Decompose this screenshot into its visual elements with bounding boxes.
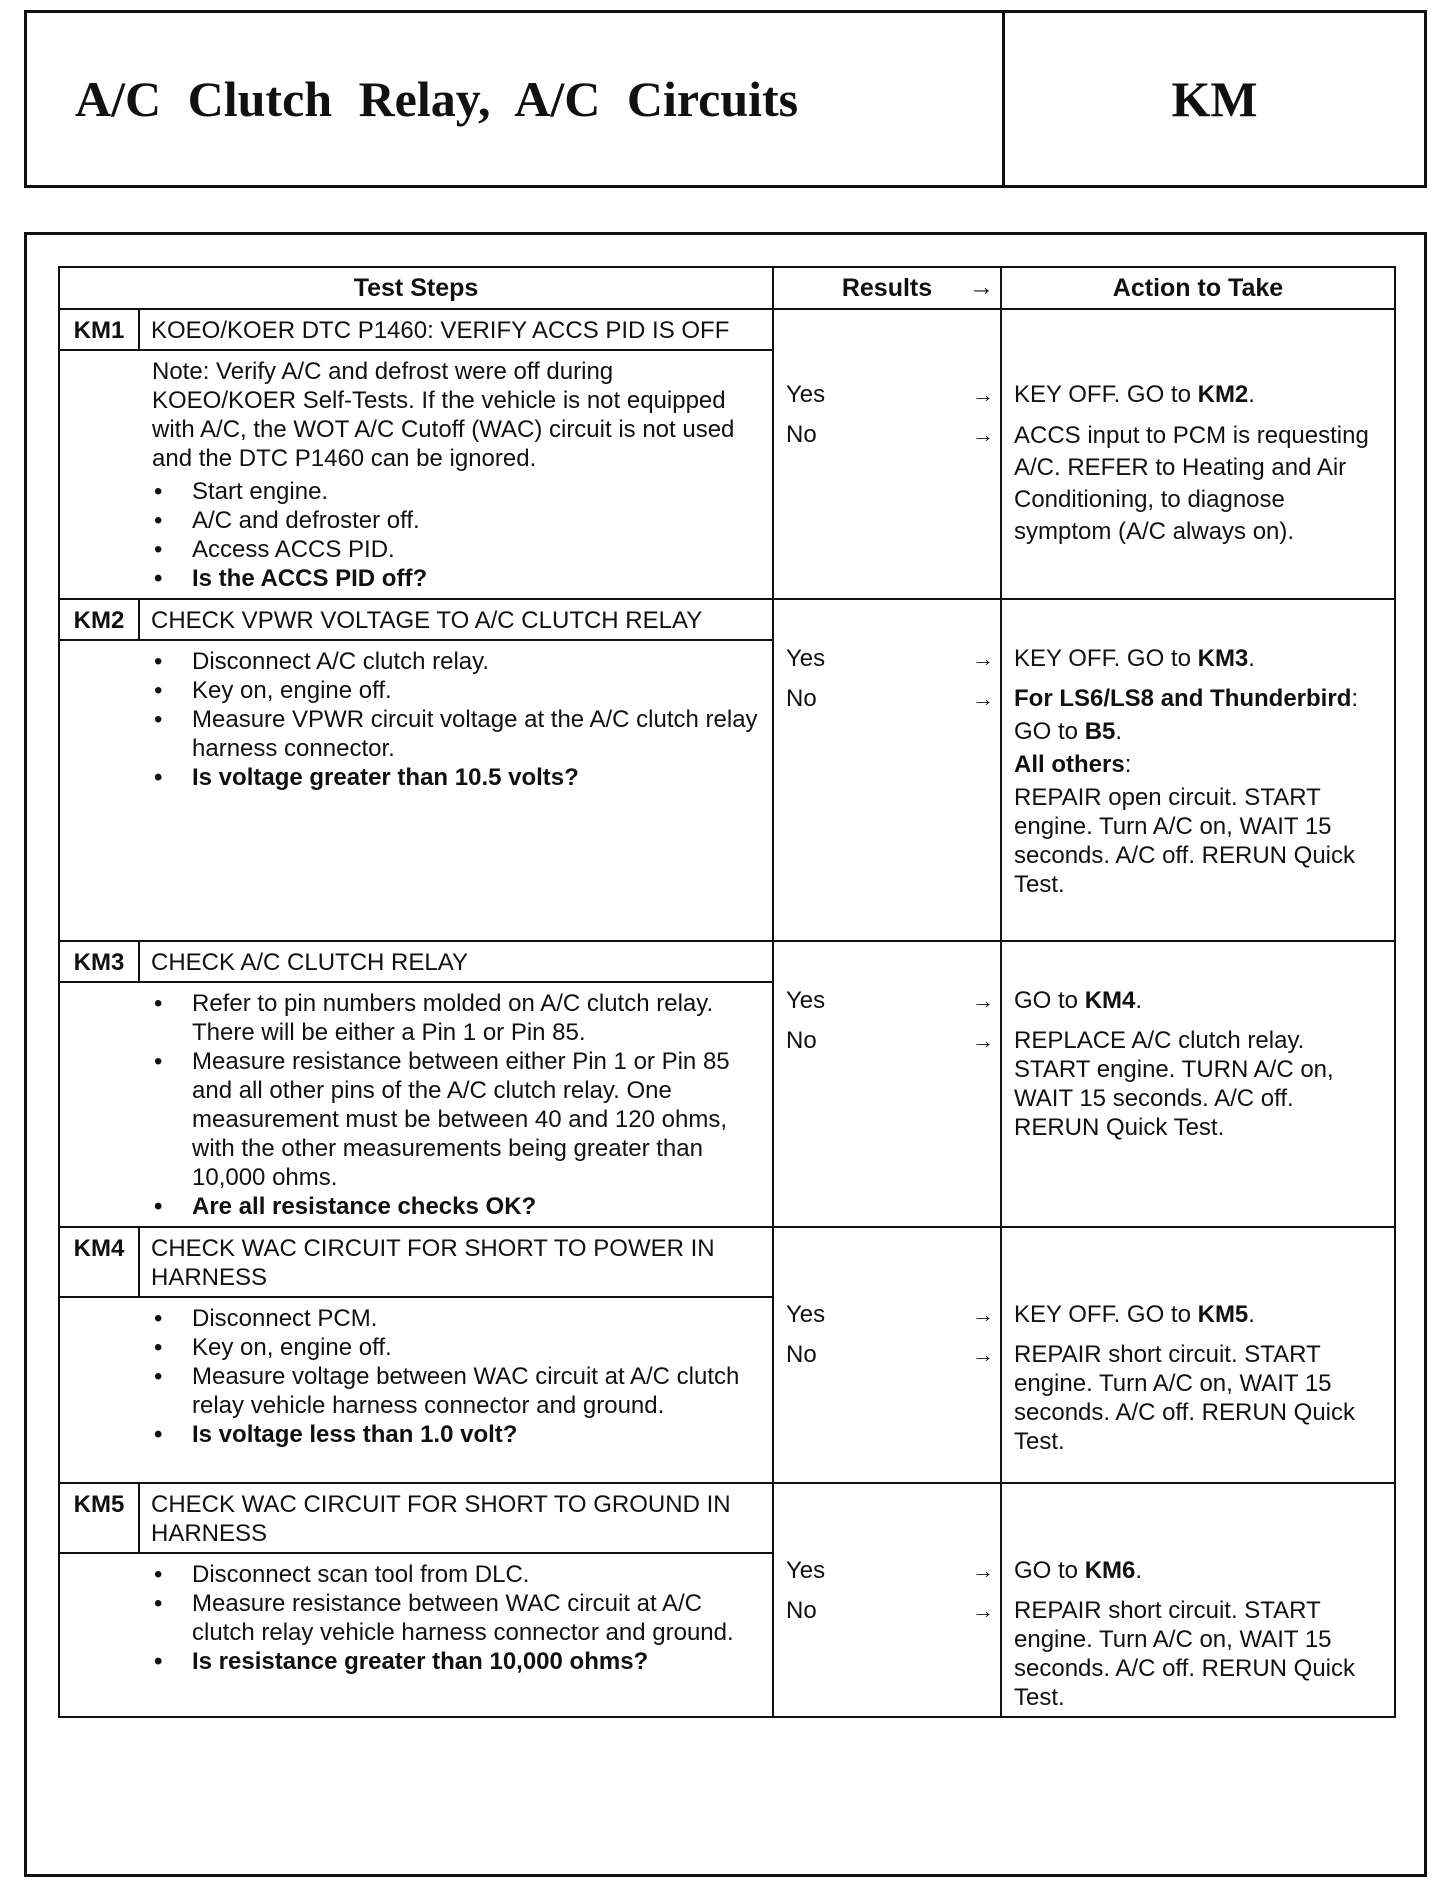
yes-label: Yes: [786, 1557, 826, 1584]
table-header-row: [59, 267, 1395, 309]
step-id: KM5: [60, 1484, 140, 1552]
yes-action: [1014, 380, 1384, 409]
action-text-end: .: [1248, 381, 1255, 408]
results-cell: [773, 1227, 1001, 1483]
action-text: GO to: [1014, 987, 1085, 1014]
action-text-end: .: [1135, 1557, 1143, 1584]
action-cell: [1001, 941, 1395, 1227]
right-arrow-icon: →: [972, 1302, 994, 1327]
step-note: Note: Verify A/C and defrost were off during KOEO/KOER Self-Tests. If the vehicle is not equipped with A/C, the WOT A/C Cutoff (WAC) circuit is not used and the DTC P1460 can be ignored.: [152, 358, 735, 472]
step-question: • Is voltage greater than 10.5 volts?: [152, 763, 758, 792]
table-row: [59, 1483, 1395, 1717]
results-header-label: Results: [841, 273, 933, 302]
no-action: REPLACE A/C clutch relay. START engine. TURN A/C on, WAIT 15 seconds. A/C off. RERUN Quick Test.: [1014, 1027, 1334, 1141]
step-question: • Are all resistance checks OK?: [152, 1192, 758, 1221]
list-item: • Disconnect A/C clutch relay.: [152, 647, 758, 676]
yes-label: Yes: [786, 645, 826, 672]
list-item: • Measure resistance between either Pin 1 or Pin 85 and all other pins of the A/C clutch relay. One measurement must be between 40 and 120 ohms, with the other measurements being greater than 10,000 ohms.: [152, 1047, 758, 1192]
right-arrow-icon: →: [972, 1558, 994, 1583]
list-item: • Refer to pin numbers molded on A/C clutch relay. There will be either a Pin 1 or Pin 85.: [152, 989, 758, 1047]
list-item: • Key on, engine off.: [152, 676, 758, 705]
table-row: [59, 599, 1395, 941]
step-title: CHECK WAC CIRCUIT FOR SHORT TO POWER IN HARNESS: [151, 1235, 715, 1291]
table-row: [59, 1227, 1395, 1483]
right-arrow-icon: →: [972, 988, 994, 1013]
step-cell: [59, 1483, 773, 1717]
step-reference: B5: [1084, 718, 1116, 745]
right-arrow-icon: →: [972, 1598, 994, 1623]
no-action: ACCS input to PCM is requesting A/C. REFER to Heating and Air Conditioning, to diagnose symptom (A/C always on).: [1014, 422, 1369, 545]
test-steps-table: [58, 266, 1396, 1718]
no-label: No: [786, 1341, 817, 1368]
results-cell: [773, 941, 1001, 1227]
action-cell: [1001, 599, 1395, 941]
step-cell: [59, 941, 773, 1227]
page-header: [24, 10, 1427, 188]
right-arrow-icon: →: [972, 1342, 994, 1367]
list-item: • Measure VPWR circuit voltage at the A/C clutch relay harness connector.: [152, 705, 758, 763]
step-reference: KM3: [1197, 645, 1249, 672]
list-item: • Disconnect scan tool from DLC.: [152, 1560, 758, 1589]
action-heading-end: :: [1124, 751, 1132, 778]
no-label: No: [786, 685, 817, 712]
action-header: Action to Take: [1001, 267, 1395, 309]
list-item: • Measure resistance between WAC circuit at A/C clutch relay vehicle harness connector and ground.: [152, 1589, 758, 1647]
action-cell: [1001, 309, 1395, 599]
list-item: • Disconnect PCM.: [152, 1304, 758, 1333]
test-steps-header: Test Steps: [59, 267, 773, 309]
right-arrow-icon: →: [969, 272, 994, 301]
results-header: [773, 267, 1001, 309]
action-text: KEY OFF. GO to: [1014, 381, 1198, 408]
step-question: • Is the ACCS PID off?: [152, 564, 758, 593]
step-title: CHECK VPWR VOLTAGE TO A/C CLUTCH RELAY: [151, 607, 703, 634]
yes-action: [1014, 1556, 1384, 1585]
yes-action: [1014, 644, 1384, 673]
step-question: • Is resistance greater than 10,000 ohms?: [152, 1647, 758, 1676]
action-text: KEY OFF. GO to: [1014, 645, 1198, 672]
step-id: KM2: [60, 600, 140, 639]
action-text-end: .: [1248, 645, 1255, 672]
action-text-end: .: [1135, 987, 1143, 1014]
table-row: [59, 309, 1395, 599]
action-text: GO to: [1014, 718, 1085, 745]
right-arrow-icon: →: [972, 422, 994, 447]
yes-label: Yes: [786, 1301, 826, 1328]
list-item: • Start engine.: [152, 477, 758, 506]
step-cell: [59, 599, 773, 941]
action-cell: [1001, 1483, 1395, 1717]
action-heading: All others: [1014, 751, 1125, 778]
list-item: • Measure voltage between WAC circuit at A/C clutch relay vehicle harness connector and ground.: [152, 1362, 758, 1420]
yes-action: [1014, 986, 1384, 1015]
step-cell: [59, 1227, 773, 1483]
action-text: GO to: [1014, 1557, 1085, 1584]
right-arrow-icon: →: [972, 1028, 994, 1053]
no-action: [1014, 684, 1384, 903]
action-text-end: .: [1248, 1301, 1255, 1328]
action-heading: For LS6/LS8 and Thunderbird: [1014, 685, 1352, 712]
step-cell: [59, 309, 773, 599]
step-reference: KM5: [1197, 1301, 1249, 1328]
no-label: No: [786, 1027, 817, 1054]
right-arrow-icon: →: [972, 646, 994, 671]
yes-label: Yes: [786, 381, 826, 408]
action-text: REPAIR open circuit. START engine. Turn A/C on, WAIT 15 seconds. A/C off. RERUN Quick Test.: [1014, 784, 1356, 898]
step-reference: KM4: [1084, 987, 1136, 1014]
list-item: • Access ACCS PID.: [152, 535, 758, 564]
step-title: CHECK WAC CIRCUIT FOR SHORT TO GROUND IN HARNESS: [151, 1491, 731, 1547]
section-code: KM: [1171, 71, 1258, 127]
list-item: • Key on, engine off.: [152, 1333, 758, 1362]
step-reference: KM2: [1197, 381, 1249, 408]
no-action: REPAIR short circuit. START engine. Turn A/C on, WAIT 15 seconds. A/C off. RERUN Quick Test.: [1014, 1341, 1356, 1455]
page-title: A/C Clutch Relay, A/C Circuits: [27, 13, 1005, 185]
right-arrow-icon: →: [972, 686, 994, 711]
yes-label: Yes: [786, 987, 826, 1014]
step-id: KM1: [60, 310, 140, 349]
action-cell: [1001, 1227, 1395, 1483]
step-title: KOEO/KOER DTC P1460: VERIFY ACCS PID IS OFF: [151, 317, 730, 344]
no-label: No: [786, 1597, 817, 1624]
step-id: KM4: [60, 1228, 140, 1296]
action-text: KEY OFF. GO to: [1014, 1301, 1198, 1328]
action-text-end: .: [1115, 718, 1123, 745]
table-row: [59, 941, 1395, 1227]
no-label: No: [786, 421, 817, 448]
step-id: KM3: [60, 942, 140, 981]
step-reference: KM6: [1084, 1557, 1136, 1584]
right-arrow-icon: →: [972, 382, 994, 407]
results-cell: [773, 309, 1001, 599]
results-cell: [773, 599, 1001, 941]
action-heading-end: :: [1351, 685, 1359, 712]
results-cell: [773, 1483, 1001, 1717]
no-action: REPAIR short circuit. START engine. Turn A/C on, WAIT 15 seconds. A/C off. RERUN Quick Test.: [1014, 1597, 1356, 1711]
step-question: • Is voltage less than 1.0 volt?: [152, 1420, 758, 1449]
yes-action: [1014, 1300, 1384, 1329]
step-title: CHECK A/C CLUTCH RELAY: [151, 949, 468, 976]
list-item: • A/C and defroster off.: [152, 506, 758, 535]
